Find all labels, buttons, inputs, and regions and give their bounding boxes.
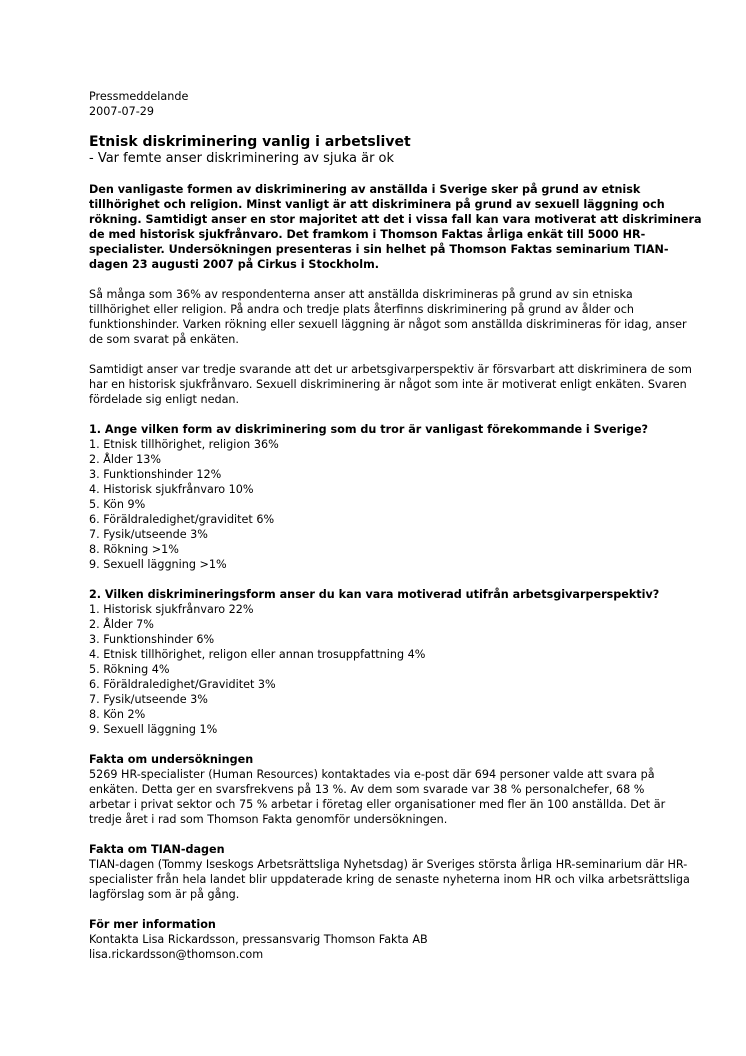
facts-line: 5269 HR-specialister (Human Resources) kontaktades via e-post där 694 personer valde att svara på <box>89 768 655 781</box>
paragraph-line: funktionshinder. Varken rökning eller sexuell läggning är något som anställda diskrimineras för idag, anser <box>89 318 687 331</box>
page-title: Etnisk diskriminering vanlig i arbetslivet <box>89 134 411 150</box>
answer-item: 2. Ålder 13% <box>89 453 161 466</box>
tian-line: specialister från hela landet blir uppdaterade kring de senaste nyheterna inom HR och vilka arbetsrättsliga <box>89 873 690 886</box>
tian-section <box>89 842 690 902</box>
tian-line: TIAN-dagen (Tommy Iseskogs Arbetsrättsliga Nyhetsdag) är Sveriges största årliga HR-seminarium där HR- <box>89 858 688 871</box>
question-1-heading: 1. Ange vilken form av diskriminering som du tror är vanligast förekommande i Sverige? <box>89 423 649 436</box>
facts-line: arbetar i privat sektor och 75 % arbetar i företag eller organisationer med fler än 100 anställda. Det är <box>89 798 666 811</box>
answer-item: 7. Fysik/utseende 3% <box>89 693 208 706</box>
paragraph-line: fördelade sig enligt nedan. <box>89 393 240 406</box>
lead-line: rökning. Samtidigt anser en stor majoritet att det i vissa fall kan vara motiverat att diskriminera <box>89 213 702 226</box>
contact-person: Kontakta Lisa Rickardsson, pressansvarig Thomson Fakta AB <box>89 933 428 946</box>
facts-line: enkäten. Detta ger en svarsfrekvens på 13 %. Av dem som svarade var 38 % personalchefer, 68 % <box>89 783 645 796</box>
tian-heading: Fakta om TIAN-dagen <box>89 843 225 856</box>
lead-line: specialister. Undersökningen presenteras i sin helhet på Thomson Faktas seminarium TIAN- <box>89 243 669 256</box>
answer-item: 8. Rökning >1% <box>89 543 179 556</box>
question-1-section <box>89 422 669 572</box>
paragraph-line: de som svarat på enkäten. <box>89 333 239 346</box>
answer-item: 9. Sexuell läggning >1% <box>89 558 227 571</box>
document-content <box>89 89 702 962</box>
answer-item: 3. Funktionshinder 6% <box>89 633 215 646</box>
answer-item: 3. Funktionshinder 12% <box>89 468 222 481</box>
question-2-section <box>89 587 669 737</box>
answer-item: 5. Rökning 4% <box>89 663 170 676</box>
doc-date: 2007-07-29 <box>89 105 155 118</box>
paragraph-line: tillhörighet eller religion. På andra och tredje plats återfinns diskriminering på grund av ålder och <box>89 303 634 316</box>
facts-heading: Fakta om undersökningen <box>89 753 254 766</box>
contact-heading: För mer information <box>89 918 216 931</box>
lead-line: dagen 23 augusti 2007 på Cirkus i Stockholm. <box>89 258 379 271</box>
contact-section <box>89 917 669 962</box>
body-paragraph-2 <box>89 362 692 407</box>
page-subtitle: - Var femte anser diskriminering av sjuka är ok <box>89 151 395 166</box>
question-2-heading: 2. Vilken diskrimineringsform anser du kan vara motiverad utifrån arbetsgivarperspektiv? <box>89 588 660 601</box>
facts-line: tredje året i rad som Thomson Fakta genomför undersökningen. <box>89 813 448 826</box>
doc-type-label: Pressmeddelande <box>89 90 189 103</box>
lead-line: Den vanligaste formen av diskriminering av anställda i Sverige sker på grund av etnisk <box>89 183 641 196</box>
contact-email: lisa.rickardsson@thomson.com <box>89 948 264 961</box>
answer-item: 5. Kön 9% <box>89 498 146 511</box>
answer-item: 1. Etnisk tillhörighet, religion 36% <box>89 438 279 451</box>
answer-item: 1. Historisk sjukfrånvaro 22% <box>89 603 254 616</box>
answer-item: 2. Ålder 7% <box>89 618 154 631</box>
paragraph-line: har en historisk sjukfrånvaro. Sexuell diskriminering är något som inte är motiverat enligt enkäten. Svaren <box>89 378 687 391</box>
facts-section <box>89 752 669 827</box>
lead-paragraph <box>89 182 702 272</box>
answer-item: 8. Kön 2% <box>89 708 146 721</box>
body-paragraph-1 <box>89 287 687 347</box>
paragraph-line: Samtidigt anser var tredje svarande att det ur arbetsgivarperspektiv är försvarbart att diskriminera de som <box>89 363 692 376</box>
answer-item: 9. Sexuell läggning 1% <box>89 723 218 736</box>
lead-line: tillhörighet och religion. Minst vanligt är att diskriminera på grund av sexuell läggning och <box>89 198 665 211</box>
tian-line: lagförslag som är på gång. <box>89 888 240 901</box>
answer-item: 6. Föräldraledighet/Graviditet 3% <box>89 678 276 691</box>
answer-item: 7. Fysik/utseende 3% <box>89 528 208 541</box>
lead-line: de med historisk sjukfrånvaro. Det framkom i Thomson Faktas årliga enkät till 5000 HR- <box>89 228 646 241</box>
paragraph-line: Så många som 36% av respondenterna anser att anställda diskrimineras på grund av sin etniska <box>89 288 633 301</box>
answer-item: 4. Historisk sjukfrånvaro 10% <box>89 483 254 496</box>
answer-item: 6. Föräldraledighet/graviditet 6% <box>89 513 275 526</box>
answer-item: 4. Etnisk tillhörighet, religon eller annan trosuppfattning 4% <box>89 648 426 661</box>
